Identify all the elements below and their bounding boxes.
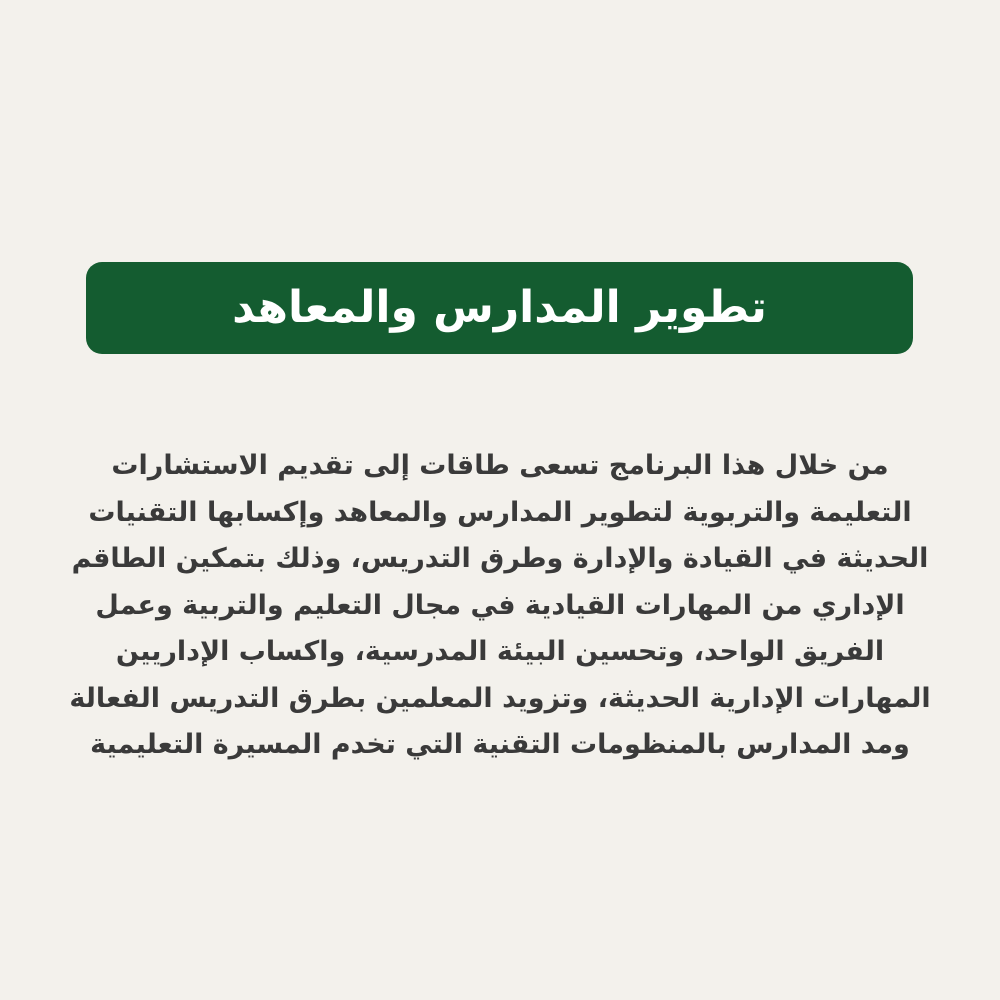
title-banner (86, 262, 913, 354)
description-paragraph: من خلال هذا البرنامج تسعى طاقات إلى تقديم الاستشارات التعليمة والتربوية لتطوير المدارس والمعاهد وإكسابها التقنيات الحديثة في القيادة والإدارة وطرق التدريس، وذلك بتمكين الطاقم الإداري من المهارات القيادية في مجال التعليم والتربية وعمل الفريق الواحد، وتحسين البيئة المدرسية، واكساب الإداريين المهارات الإدارية الحديثة، وتزويد المعلمين بطرق التدريس الفعالة ومد المدارس بالمنظومات التقنية التي تخدم المسيرة التعليمية (69, 450, 931, 760)
page-title: تطوير المدارس والمعاهد (232, 282, 767, 333)
